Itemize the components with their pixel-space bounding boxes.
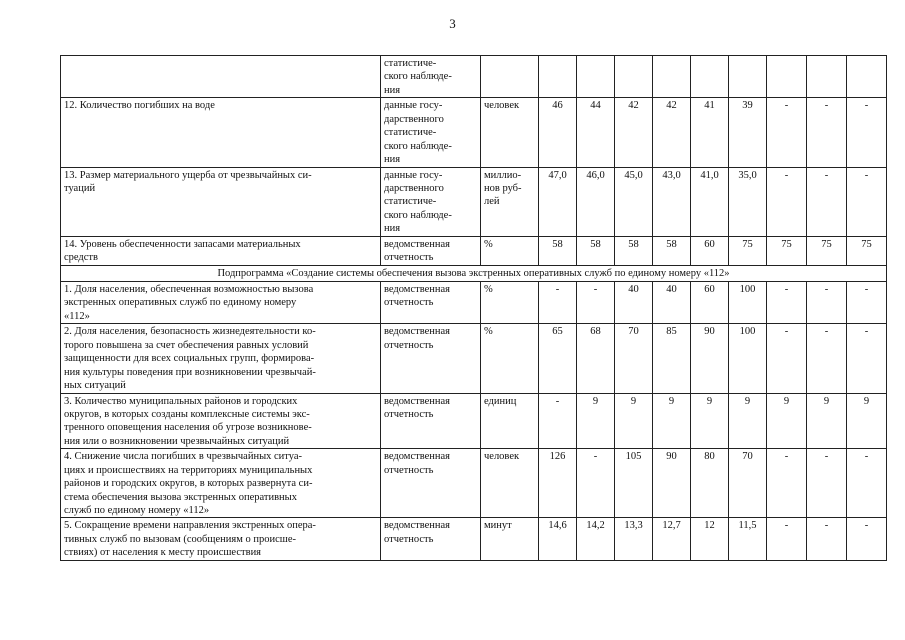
value-cell: 9 [615,393,653,449]
unit-cell [481,393,539,449]
unit-line: лей [484,196,500,208]
source-line: данные госу- [384,169,443,181]
unit-line: % [484,238,493,250]
value-cell: 75 [807,236,847,265]
source-line: ского наблюде- [384,71,452,83]
value-cell: - [807,518,847,560]
source-line: ведомственная [384,451,450,463]
value-cell [807,56,847,98]
source-line: ния [384,84,401,96]
indicator-name-line: экстренных оперативных служб по единому номеру [64,297,297,309]
value-cell: - [847,324,887,393]
indicator-name-line: ния культуры поведения при возникновении чрезвычай- [64,366,316,378]
value-cell: 58 [653,236,691,265]
value-cell: 9 [729,393,767,449]
table-row [61,98,887,167]
source-cell [381,236,481,265]
value-cell: 46 [539,98,577,167]
unit-line: % [484,284,493,295]
indicator-name-line: округов, в которых созданы комплексные системы экс- [64,408,310,420]
unit-cell [481,282,539,324]
indicator-name-line: ния или о возникновении чрезвычайных ситуаций [64,435,290,447]
value-cell: 14,6 [539,518,577,560]
indicator-name-line: 2. Доля населения, безопасность жизнедеятельности ко- [64,326,316,338]
value-cell: - [767,324,807,393]
indicator-name-cell [61,393,381,449]
source-cell [381,324,481,393]
value-cell: - [847,518,887,560]
source-line: отчетность [384,533,434,545]
source-line: отчетность [384,252,434,264]
value-cell: 105 [615,449,653,518]
value-cell: 90 [653,449,691,518]
indicator-name-line: 4. Снижение числа погибших в чрезвычайных ситуа- [64,451,303,463]
unit-line: % [484,326,493,338]
table-row [61,393,887,449]
value-cell: 41,0 [691,167,729,236]
source-line: ского наблюде- [384,140,452,152]
table-row [61,324,887,393]
unit-cell [481,236,539,265]
indicator-name-line: циях и происшествиях на территориях муниципальных [64,464,313,476]
value-cell: 9 [577,393,615,449]
value-cell [847,56,887,98]
source-line: ния [384,154,401,166]
indicator-name-cell [61,282,381,324]
value-cell: 9 [691,393,729,449]
value-cell: - [807,324,847,393]
table-row [61,449,887,518]
source-line: данные госу- [384,100,443,112]
indicator-name-line: торого повышена за счет обеспечения равных условий [64,339,309,351]
source-line: ведомственная [384,395,450,407]
unit-line: человек [484,100,520,112]
value-cell: 42 [653,98,691,167]
unit-line: единиц [484,395,517,407]
source-line: отчетность [384,464,434,476]
indicator-name-line: районов и городских округов, в которых развернута си- [64,478,313,490]
indicator-name-line: тивных служб по вызовам (сообщениям о происше- [64,533,296,545]
value-cell: 70 [729,449,767,518]
value-cell: 100 [729,324,767,393]
source-cell [381,393,481,449]
value-cell: - [807,167,847,236]
indicator-name-line: 12. Количество погибших на воде [64,100,215,112]
indicator-name-cell [61,167,381,236]
value-cell: 60 [691,282,729,324]
unit-line: минут [484,520,512,532]
source-cell [381,56,481,98]
unit-cell [481,324,539,393]
source-cell [381,518,481,560]
value-cell: 41 [691,98,729,167]
subprogram-title: Подпрограмма «Создание системы обеспечения вызова экстренных оперативных служб по единому номеру «112» [61,265,887,281]
subprogram-header-row [61,265,887,281]
value-cell: - [767,98,807,167]
value-cell: 40 [615,282,653,324]
value-cell: - [767,518,807,560]
value-cell: 45,0 [615,167,653,236]
value-cell: 75 [729,236,767,265]
unit-cell [481,449,539,518]
value-cell: 58 [539,236,577,265]
value-cell: 39 [729,98,767,167]
table-row [61,518,887,560]
value-cell [577,56,615,98]
value-cell: 9 [653,393,691,449]
unit-cell [481,56,539,98]
source-line: отчетность [384,408,434,420]
source-line: ского наблюде- [384,209,452,221]
unit-line: человек [484,451,520,463]
value-cell [615,56,653,98]
value-cell: - [847,449,887,518]
indicator-name-line: 3. Количество муниципальных районов и городских [64,395,298,407]
value-cell: 100 [729,282,767,324]
value-cell: 60 [691,236,729,265]
value-cell [767,56,807,98]
source-line: статистиче- [384,127,437,139]
value-cell: - [577,282,615,324]
table-row [61,167,887,236]
value-cell: 13,3 [615,518,653,560]
source-line: отчетность [384,297,434,309]
source-line: ведомственная [384,238,450,250]
indicator-name-line: средств [64,252,98,264]
indicator-name-line: стема обеспечения вызова экстренных оперативных [64,491,297,503]
value-cell: 126 [539,449,577,518]
source-line: ведомственная [384,326,450,338]
value-cell: 12,7 [653,518,691,560]
source-line: дарственного [384,113,444,125]
value-cell [653,56,691,98]
table-body-top [61,56,887,266]
value-cell: 65 [539,324,577,393]
value-cell: 42 [615,98,653,167]
indicator-name-line: 13. Размер материального ущерба от чрезвычайных си- [64,169,312,181]
unit-cell [481,518,539,560]
subprogram-section [61,265,887,281]
value-cell: 58 [577,236,615,265]
source-cell [381,282,481,324]
value-cell: - [767,449,807,518]
value-cell: 14,2 [577,518,615,560]
value-cell: 46,0 [577,167,615,236]
indicator-name-line: служб по единому номеру «112» [64,505,210,516]
table-body-bottom [61,282,887,561]
value-cell: - [539,282,577,324]
value-cell: - [847,167,887,236]
value-cell: - [577,449,615,518]
value-cell: 43,0 [653,167,691,236]
value-cell [729,56,767,98]
indicator-name-cell [61,324,381,393]
value-cell: - [807,98,847,167]
value-cell: 90 [691,324,729,393]
value-cell: - [539,393,577,449]
value-cell: 44 [577,98,615,167]
source-line: дарственного [384,182,444,194]
table-row-continuation [61,56,887,98]
indicator-name-line: тренного оповещения населения об угрозе возникнове- [64,422,312,434]
source-cell [381,449,481,518]
indicator-name-line: 5. Сокращение времени направления экстренных опера- [64,520,316,532]
indicator-name-line: 1. Доля населения, обеспеченная возможностью вызова [64,284,314,295]
indicators-table [60,55,887,561]
value-cell: - [847,282,887,324]
value-cell: 9 [807,393,847,449]
table-row [61,282,887,324]
source-line: ведомственная [384,520,450,532]
value-cell: 9 [767,393,807,449]
value-cell: 40 [653,282,691,324]
indicator-name-line: ствиях) от населения к месту происшествия [64,547,262,559]
value-cell: 80 [691,449,729,518]
source-line: статистиче- [384,196,437,208]
value-cell: 58 [615,236,653,265]
indicator-name-cell [61,449,381,518]
value-cell: - [807,449,847,518]
unit-cell [481,167,539,236]
value-cell [539,56,577,98]
value-cell: 85 [653,324,691,393]
source-line: ведомственная [384,284,450,295]
indicator-name-cell [61,56,381,98]
indicator-name-line: защищенности для всех социальных групп, формирова- [64,353,315,365]
value-cell: - [767,282,807,324]
indicator-name-line: «112» [64,310,90,322]
indicator-name-line: 14. Уровень обеспеченности запасами материальных [64,238,301,250]
value-cell: - [847,98,887,167]
unit-cell [481,98,539,167]
value-cell: - [767,167,807,236]
indicator-name-cell [61,98,381,167]
indicator-name-line: ных ситуаций [64,380,126,392]
source-cell [381,98,481,167]
value-cell: 12 [691,518,729,560]
value-cell [691,56,729,98]
page-number: 3 [449,16,456,31]
source-line: статистиче- [384,58,437,69]
value-cell: 47,0 [539,167,577,236]
value-cell: 68 [577,324,615,393]
source-line: отчетность [384,339,434,351]
indicator-name-cell [61,518,381,560]
source-line: ния [384,223,401,235]
value-cell: - [807,282,847,324]
value-cell: 75 [847,236,887,265]
value-cell: 9 [847,393,887,449]
unit-line: миллио- [484,169,522,181]
indicator-name-line: туаций [64,182,96,194]
value-cell: 75 [767,236,807,265]
source-cell [381,167,481,236]
unit-line: нов руб- [484,182,522,194]
value-cell: 35,0 [729,167,767,236]
value-cell: 11,5 [729,518,767,560]
table-row [61,236,887,265]
value-cell: 70 [615,324,653,393]
indicator-name-cell [61,236,381,265]
